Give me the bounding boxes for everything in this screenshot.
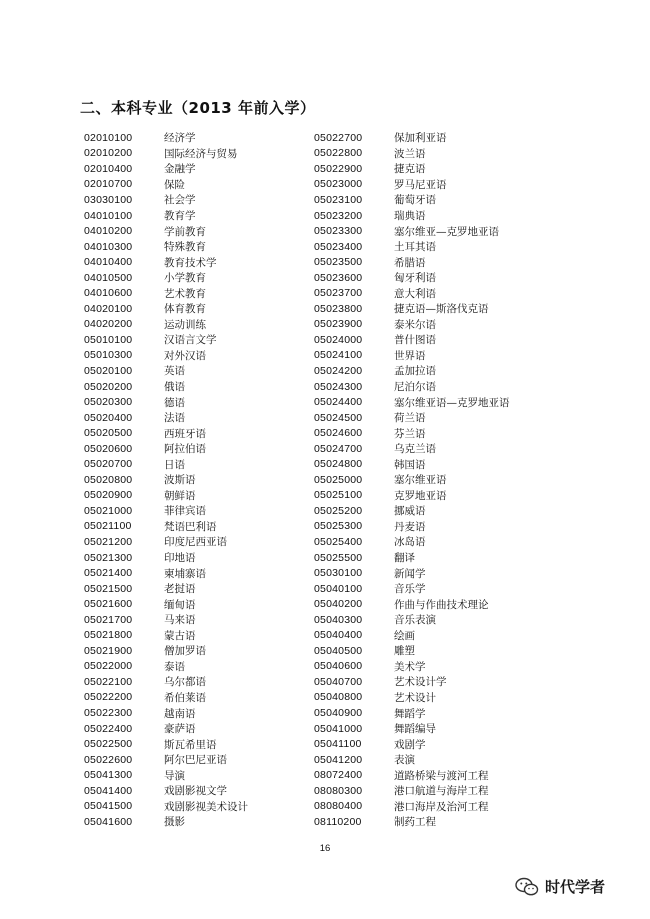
major-code: 05040700 xyxy=(314,675,363,688)
major-name: 对外汉语 xyxy=(164,349,206,362)
major-name: 蒙古语 xyxy=(164,629,196,642)
major-code: 05020300 xyxy=(84,396,133,409)
major-code: 05010100 xyxy=(84,333,133,346)
major-row xyxy=(314,379,510,395)
major-code: 04020200 xyxy=(84,318,133,331)
major-name: 保险 xyxy=(164,178,185,191)
major-row xyxy=(314,659,510,675)
major-name: 世界语 xyxy=(394,349,426,362)
major-row xyxy=(84,425,248,441)
major-name: 保加利亚语 xyxy=(394,132,447,145)
major-name: 音乐学 xyxy=(394,583,426,596)
major-row xyxy=(84,456,248,472)
major-row xyxy=(314,285,510,301)
major-code: 05020600 xyxy=(84,442,133,455)
major-code: 05040400 xyxy=(314,629,363,642)
major-row xyxy=(314,674,510,690)
major-code: 08110200 xyxy=(314,815,362,828)
major-code: 05023300 xyxy=(314,225,363,238)
major-name: 学前教育 xyxy=(164,225,206,238)
major-row xyxy=(84,612,248,628)
major-name: 体育教育 xyxy=(164,303,206,316)
major-row xyxy=(84,348,248,364)
section-heading: 二、本科专业（2013 年前入学） xyxy=(80,99,316,117)
major-row xyxy=(314,161,510,177)
major-code: 05021100 xyxy=(84,520,132,533)
major-row xyxy=(84,208,248,224)
major-row xyxy=(84,503,248,519)
major-name: 葡萄牙语 xyxy=(394,194,436,207)
major-code: 05021700 xyxy=(84,613,133,626)
major-name: 港口航道与海岸工程 xyxy=(394,785,489,798)
major-name: 希腊语 xyxy=(394,256,426,269)
major-name: 韩国语 xyxy=(394,458,426,471)
major-code: 08072400 xyxy=(314,769,363,782)
major-code: 05020500 xyxy=(84,427,133,440)
major-name: 德语 xyxy=(164,396,185,409)
major-row xyxy=(84,752,248,768)
major-row xyxy=(84,643,248,659)
major-code: 05023100 xyxy=(314,193,363,206)
major-name: 波兰语 xyxy=(394,147,426,160)
major-name: 匈牙利语 xyxy=(394,272,436,285)
major-code: 05020800 xyxy=(84,473,133,486)
major-row xyxy=(314,146,510,162)
major-row xyxy=(84,799,248,815)
major-row xyxy=(314,643,510,659)
major-row xyxy=(84,177,248,193)
major-row xyxy=(314,332,510,348)
major-row xyxy=(314,596,510,612)
major-name: 艺术教育 xyxy=(164,287,206,300)
major-row xyxy=(84,472,248,488)
major-code: 05022900 xyxy=(314,162,363,175)
major-name: 挪威语 xyxy=(394,505,426,518)
major-name: 梵语巴利语 xyxy=(164,520,217,533)
major-name: 缅甸语 xyxy=(164,598,196,611)
major-code: 05024800 xyxy=(314,458,363,471)
major-name: 尼泊尔语 xyxy=(394,381,436,394)
major-code: 05025000 xyxy=(314,473,363,486)
major-code: 05025100 xyxy=(314,489,363,502)
page-number: 16 xyxy=(319,843,331,854)
major-row xyxy=(314,177,510,193)
major-name: 乌尔都语 xyxy=(164,676,206,689)
major-name: 绘画 xyxy=(394,629,415,642)
major-row xyxy=(314,534,510,550)
major-name: 社会学 xyxy=(164,194,196,207)
major-code: 04010300 xyxy=(84,240,133,253)
major-code: 05022500 xyxy=(84,738,133,751)
major-row xyxy=(314,472,510,488)
major-row xyxy=(314,581,510,597)
major-code: 08080300 xyxy=(314,784,363,797)
major-code: 05024000 xyxy=(314,333,363,346)
major-row xyxy=(84,628,248,644)
major-row xyxy=(314,628,510,644)
major-name: 艺术设计学 xyxy=(394,676,447,689)
major-row xyxy=(314,410,510,426)
major-code: 03030100 xyxy=(84,193,133,206)
major-row xyxy=(314,301,510,317)
major-row xyxy=(84,441,248,457)
major-name: 经济学 xyxy=(164,132,196,145)
major-code: 04010200 xyxy=(84,225,133,238)
major-row xyxy=(314,736,510,752)
major-code: 05021200 xyxy=(84,535,133,548)
major-code: 05020400 xyxy=(84,411,133,424)
major-name: 斯瓦希里语 xyxy=(164,738,217,751)
major-name: 捷克语 xyxy=(394,163,426,176)
major-row xyxy=(314,705,510,721)
major-row xyxy=(314,317,510,333)
major-code: 04010600 xyxy=(84,287,133,300)
major-row xyxy=(314,752,510,768)
major-row xyxy=(84,363,248,379)
major-name: 西班牙语 xyxy=(164,427,206,440)
major-name: 朝鲜语 xyxy=(164,489,196,502)
major-name: 导演 xyxy=(164,769,185,782)
major-name: 艺术设计 xyxy=(394,691,436,704)
major-row xyxy=(314,441,510,457)
major-name: 特殊教育 xyxy=(164,241,206,254)
major-name: 戏剧影视文学 xyxy=(164,785,227,798)
major-name: 法语 xyxy=(164,412,185,425)
major-row xyxy=(314,348,510,364)
major-name: 运动训练 xyxy=(164,318,206,331)
major-name: 越南语 xyxy=(164,707,196,720)
major-code: 04020100 xyxy=(84,302,133,315)
major-name: 瑞典语 xyxy=(394,210,426,222)
left-major-list xyxy=(84,130,248,830)
major-code: 05021400 xyxy=(84,567,133,580)
major-code: 05020200 xyxy=(84,380,133,393)
major-code: 05041200 xyxy=(314,753,363,766)
major-name: 舞蹈编导 xyxy=(394,723,436,736)
major-name: 表演 xyxy=(394,754,415,767)
major-row xyxy=(84,814,248,830)
major-code: 05041600 xyxy=(84,815,133,828)
major-row xyxy=(84,721,248,737)
major-row xyxy=(84,223,248,239)
major-code: 05021500 xyxy=(84,582,133,595)
major-code: 05024700 xyxy=(314,442,363,455)
major-code: 05022800 xyxy=(314,147,363,160)
right-major-list xyxy=(314,130,510,830)
major-code: 05023700 xyxy=(314,287,363,300)
major-code: 05024200 xyxy=(314,364,363,377)
major-code: 05040500 xyxy=(314,644,363,657)
major-name: 音乐表演 xyxy=(394,614,436,627)
major-name: 印地语 xyxy=(164,552,196,565)
major-row xyxy=(314,425,510,441)
major-name: 制药工程 xyxy=(394,816,436,829)
major-row xyxy=(314,130,510,146)
major-name: 普什图语 xyxy=(394,334,436,347)
major-row xyxy=(84,783,248,799)
major-row xyxy=(314,254,510,270)
major-row xyxy=(314,503,510,519)
major-name: 捷克语—斯洛伐克语 xyxy=(394,303,489,316)
major-name: 荷兰语 xyxy=(394,412,426,425)
major-row xyxy=(84,596,248,612)
major-code: 05022300 xyxy=(84,707,133,719)
major-code: 05022700 xyxy=(314,131,363,144)
major-row xyxy=(314,767,510,783)
major-row xyxy=(314,612,510,628)
major-name: 新闻学 xyxy=(394,567,426,580)
major-row xyxy=(84,317,248,333)
major-name: 泰语 xyxy=(164,660,185,673)
major-row xyxy=(84,270,248,286)
major-code: 08080400 xyxy=(314,800,363,813)
major-code: 05023400 xyxy=(314,240,363,253)
major-row xyxy=(84,146,248,162)
major-code: 05041100 xyxy=(314,738,362,751)
major-code: 05023600 xyxy=(314,271,363,284)
major-name: 塞尔维亚语 xyxy=(394,474,447,487)
major-row xyxy=(84,519,248,535)
major-row xyxy=(84,285,248,301)
major-name: 豪萨语 xyxy=(164,723,196,736)
major-code: 05021800 xyxy=(84,629,133,642)
major-code: 02010400 xyxy=(84,162,133,175)
major-name: 戏剧学 xyxy=(394,738,426,751)
major-name: 老挝语 xyxy=(164,583,196,596)
major-code: 04010100 xyxy=(84,209,133,222)
major-row xyxy=(314,223,510,239)
major-row xyxy=(84,534,248,550)
major-row xyxy=(84,161,248,177)
major-name: 阿尔巴尼亚语 xyxy=(164,754,227,767)
major-row xyxy=(314,192,510,208)
major-code: 05025200 xyxy=(314,504,363,517)
major-row xyxy=(84,192,248,208)
major-name: 意大利语 xyxy=(394,287,436,300)
major-code: 05041000 xyxy=(314,722,363,735)
major-name: 摄影 xyxy=(164,816,185,829)
major-code: 05040800 xyxy=(314,691,363,704)
major-name: 教育学 xyxy=(164,210,196,222)
major-row xyxy=(84,130,248,146)
major-name: 舞蹈学 xyxy=(394,707,426,720)
major-code: 04010400 xyxy=(84,256,133,269)
major-name: 希伯莱语 xyxy=(164,691,206,704)
major-code: 05021600 xyxy=(84,598,133,611)
major-row xyxy=(84,674,248,690)
major-name: 塞尔维亚语—克罗地亚语 xyxy=(394,396,510,409)
major-name: 孟加拉语 xyxy=(394,365,436,378)
major-name: 波斯语 xyxy=(164,474,196,487)
major-name: 乌克兰语 xyxy=(394,443,436,456)
major-row xyxy=(84,550,248,566)
major-code: 05040100 xyxy=(314,582,363,595)
major-name: 克罗地亚语 xyxy=(394,489,447,502)
major-code: 05022600 xyxy=(84,753,133,766)
major-name: 日语 xyxy=(164,458,185,471)
major-code: 05040200 xyxy=(314,598,363,611)
major-name: 塞尔维亚—克罗地亚语 xyxy=(394,225,499,238)
major-name: 小学教育 xyxy=(164,272,206,285)
major-code: 05022000 xyxy=(84,660,133,673)
major-row xyxy=(314,799,510,815)
major-name: 作曲与作曲技术理论 xyxy=(394,598,489,611)
major-name: 菲律宾语 xyxy=(164,505,206,518)
major-name: 阿拉伯语 xyxy=(164,443,206,456)
major-name: 柬埔寨语 xyxy=(164,567,206,580)
major-row xyxy=(84,379,248,395)
major-code: 05020100 xyxy=(84,364,133,377)
major-code: 05040600 xyxy=(314,660,363,673)
major-name: 冰岛语 xyxy=(394,536,426,549)
major-code: 05024500 xyxy=(314,411,363,424)
major-row xyxy=(84,736,248,752)
major-row xyxy=(84,394,248,410)
major-row xyxy=(84,767,248,783)
major-code: 05020900 xyxy=(84,489,133,502)
major-code: 05030100 xyxy=(314,567,363,580)
major-name: 美术学 xyxy=(394,660,426,673)
major-row xyxy=(314,394,510,410)
major-code: 04010500 xyxy=(84,271,133,284)
major-row xyxy=(84,301,248,317)
major-code: 05023000 xyxy=(314,178,363,191)
major-row xyxy=(314,519,510,535)
major-row xyxy=(84,332,248,348)
major-name: 泰米尔语 xyxy=(394,318,436,331)
major-code: 05025400 xyxy=(314,535,363,548)
major-row xyxy=(84,239,248,255)
major-name: 印度尼西亚语 xyxy=(164,536,227,549)
major-code: 05041400 xyxy=(84,784,133,797)
major-code: 05023500 xyxy=(314,256,363,269)
major-row xyxy=(314,488,510,504)
major-name: 戏剧影视美术设计 xyxy=(164,800,248,813)
major-code: 02010700 xyxy=(84,178,133,191)
major-name: 丹麦语 xyxy=(394,520,426,533)
major-row xyxy=(84,254,248,270)
major-name: 罗马尼亚语 xyxy=(394,178,447,191)
major-row xyxy=(314,721,510,737)
major-row xyxy=(314,565,510,581)
major-row xyxy=(84,565,248,581)
major-row xyxy=(84,690,248,706)
major-row xyxy=(84,659,248,675)
major-code: 05024300 xyxy=(314,380,363,393)
major-row xyxy=(314,239,510,255)
major-code: 05023200 xyxy=(314,209,363,222)
major-code: 05024600 xyxy=(314,427,363,440)
major-row xyxy=(314,270,510,286)
major-code: 02010200 xyxy=(84,147,133,160)
major-row xyxy=(314,363,510,379)
major-name: 港口海岸及治河工程 xyxy=(394,800,489,813)
major-code: 05041300 xyxy=(84,769,133,782)
major-row xyxy=(314,456,510,472)
major-name: 僧加罗语 xyxy=(164,645,206,658)
major-row xyxy=(314,550,510,566)
major-row xyxy=(84,705,248,721)
major-row xyxy=(84,410,248,426)
major-name: 金融学 xyxy=(164,163,196,176)
major-code: 05040300 xyxy=(314,613,363,626)
major-row xyxy=(84,581,248,597)
major-name: 英语 xyxy=(164,365,185,378)
major-code: 05025500 xyxy=(314,551,363,564)
major-name: 马来语 xyxy=(164,614,196,627)
major-row xyxy=(314,690,510,706)
major-row xyxy=(314,208,510,224)
major-code: 05010300 xyxy=(84,349,133,362)
major-code: 05021900 xyxy=(84,644,133,657)
major-code: 05023800 xyxy=(314,302,363,315)
major-name: 国际经济与贸易 xyxy=(164,147,238,160)
major-code: 02010100 xyxy=(84,131,133,144)
major-name: 雕塑 xyxy=(394,645,415,658)
major-name: 翻译 xyxy=(394,552,415,565)
major-name: 芬兰语 xyxy=(394,427,426,440)
major-name: 道路桥梁与渡河工程 xyxy=(394,769,489,782)
major-code: 05022100 xyxy=(84,675,133,688)
major-name: 土耳其语 xyxy=(394,241,436,254)
major-name: 俄语 xyxy=(164,381,185,394)
major-row xyxy=(314,814,510,830)
major-code: 05024100 xyxy=(314,349,363,362)
major-code: 05022400 xyxy=(84,722,133,735)
major-row xyxy=(84,488,248,504)
major-name: 教育技术学 xyxy=(164,256,217,269)
wechat-icon xyxy=(515,877,539,897)
major-code: 05020700 xyxy=(84,458,133,471)
major-code: 05024400 xyxy=(314,396,363,409)
watermark xyxy=(515,876,605,897)
major-code: 05040900 xyxy=(314,707,363,719)
major-code: 05021000 xyxy=(84,504,133,517)
major-code: 05021300 xyxy=(84,551,133,564)
major-name: 汉语言文学 xyxy=(164,334,217,347)
major-code: 05022200 xyxy=(84,691,133,704)
major-code: 05023900 xyxy=(314,318,363,331)
watermark-text: 时代学者 xyxy=(545,878,606,896)
major-code: 05041500 xyxy=(84,800,133,813)
major-code: 05025300 xyxy=(314,520,363,533)
major-row xyxy=(314,783,510,799)
